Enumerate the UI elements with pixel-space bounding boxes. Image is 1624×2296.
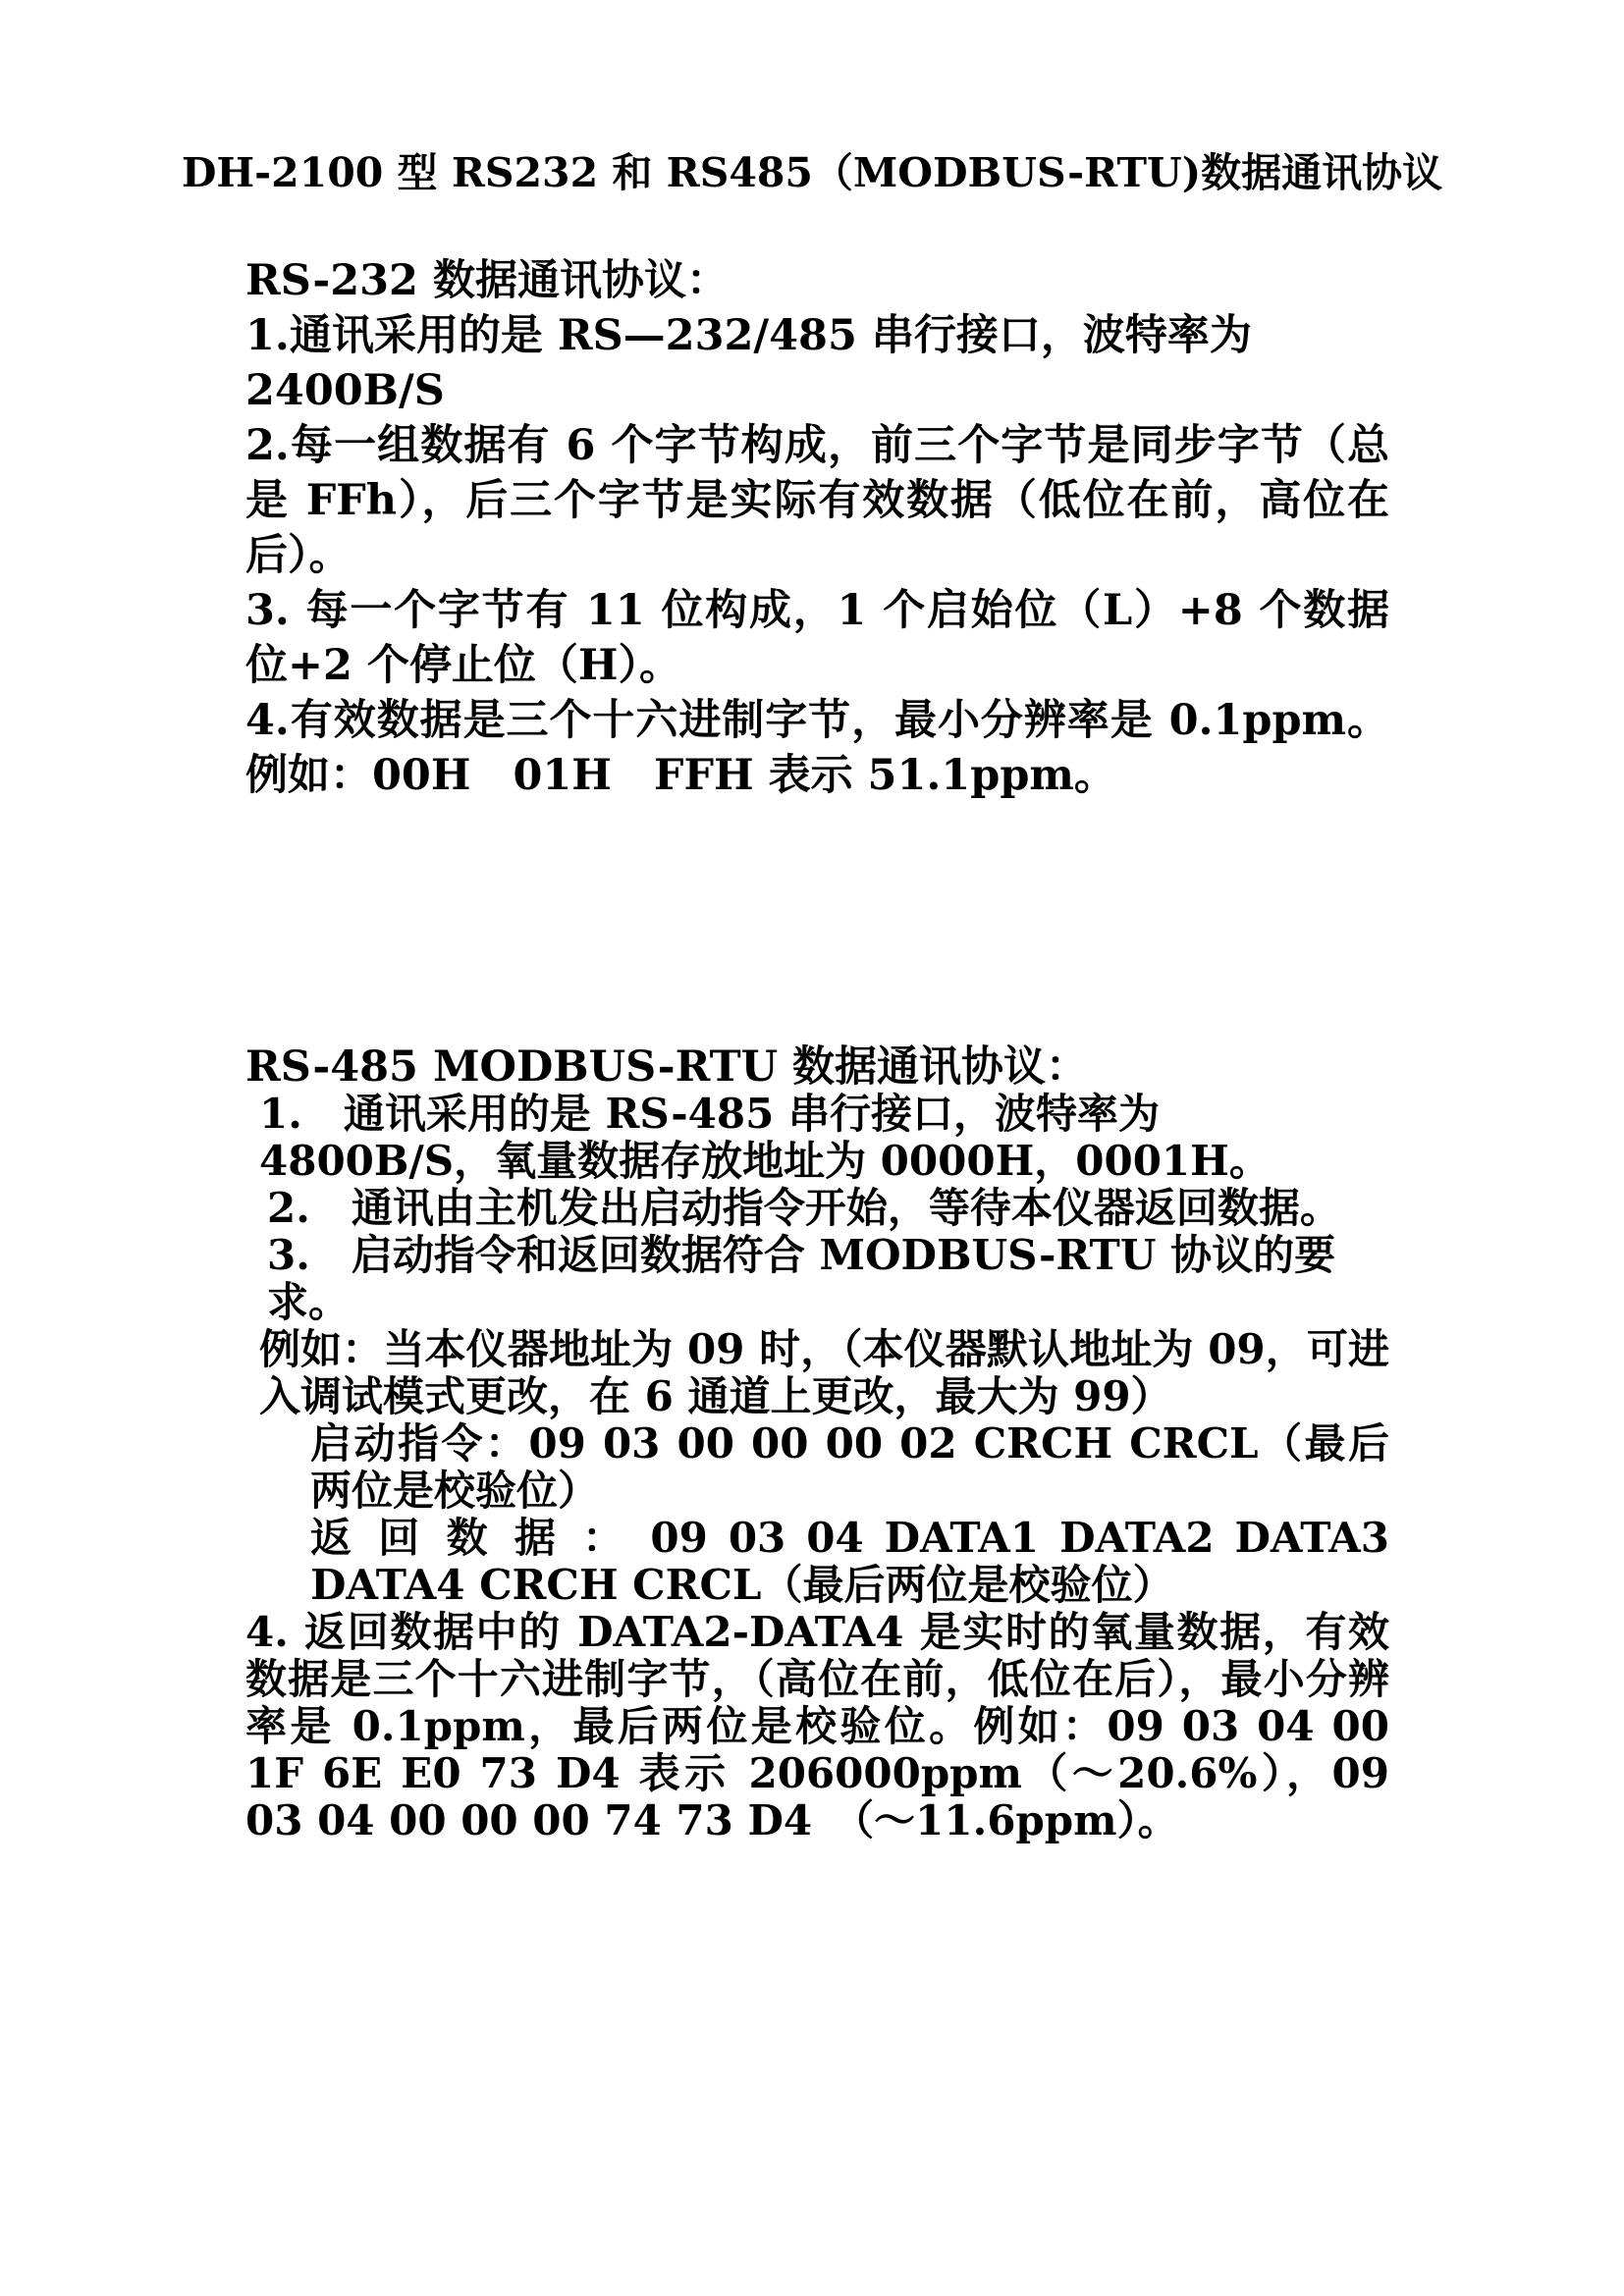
- document-title: DH-2100 型 RS232 和 RS485（MODBUS-RTU)数据通讯协议: [181, 149, 1443, 196]
- rs485-item-1: 1. 通讯采用的是 RS-485 串行接口，波特率为 4800B/S，氧量数据存放地址为 0000H，0001H。: [259, 1090, 1271, 1185]
- rs485-heading: RS-485 MODBUS-RTU 数据通讯协议：: [245, 1042, 1089, 1092]
- rs485-item-2: 2. 通讯由主机发出启动指令开始，等待本仪器返回数据。: [267, 1184, 1341, 1232]
- rs485-example: 例如：当本仪器地址为 09 时，（本仪器默认地址为 09，可进入调试模式更改，在 6 通道上更改，最大为 99）: [259, 1325, 1389, 1420]
- rs232-item-2: 2.每一组数据有 6 个字节构成，前三个字节是同步字节（总是 FFh），后三个字节是实际有效数据（低位在前，高位在后）。: [245, 421, 1389, 580]
- rs232-item-3: 3. 每一个字节有 11 位构成，1 个启始位（L）+8 个数据位+2 个停止位（H）。: [245, 586, 1389, 690]
- rs232-item-1: 1.通讯采用的是 RS—232/485 串行接口，波特率为 2400B/S: [245, 311, 1252, 415]
- rs485-section: [245, 1043, 1389, 1844]
- rs485-return-data: 返 回 数 据 ： 09 03 04 DATA1 DATA2 DATA3 DATA4 CRCH CRCL（最后两位是校验位）: [310, 1514, 1389, 1609]
- rs232-heading: RS-232 数据通讯协议：: [245, 256, 729, 305]
- rs485-item-3: 3. 启动指令和返回数据符合 MODBUS-RTU 协议的要求。: [267, 1231, 1336, 1326]
- rs232-item-4: 4.有效数据是三个十六进制字节，最小分辨率是 0.1ppm。例如：00H 01H FFH 表示 51.1ppm。: [245, 696, 1389, 800]
- rs232-section: [245, 253, 1389, 803]
- rs485-start-command: 启动指令：09 03 00 00 00 02 CRCH CRCL（最后两位是校验位）: [310, 1419, 1389, 1515]
- rs485-item-4: 4. 返回数据中的 DATA2-DATA4 是实时的氧量数据，有效数据是三个十六进制字节，（高位在前，低位在后），最小分辨率是 0.1ppm，最后两位是校验位。例如：09 03 04 00 1F 6E E0 73 D4 表示 206000ppm（～20.6%），09 03 04 00 00 00 74 73 D4 （～11.6ppm）。: [245, 1608, 1389, 1844]
